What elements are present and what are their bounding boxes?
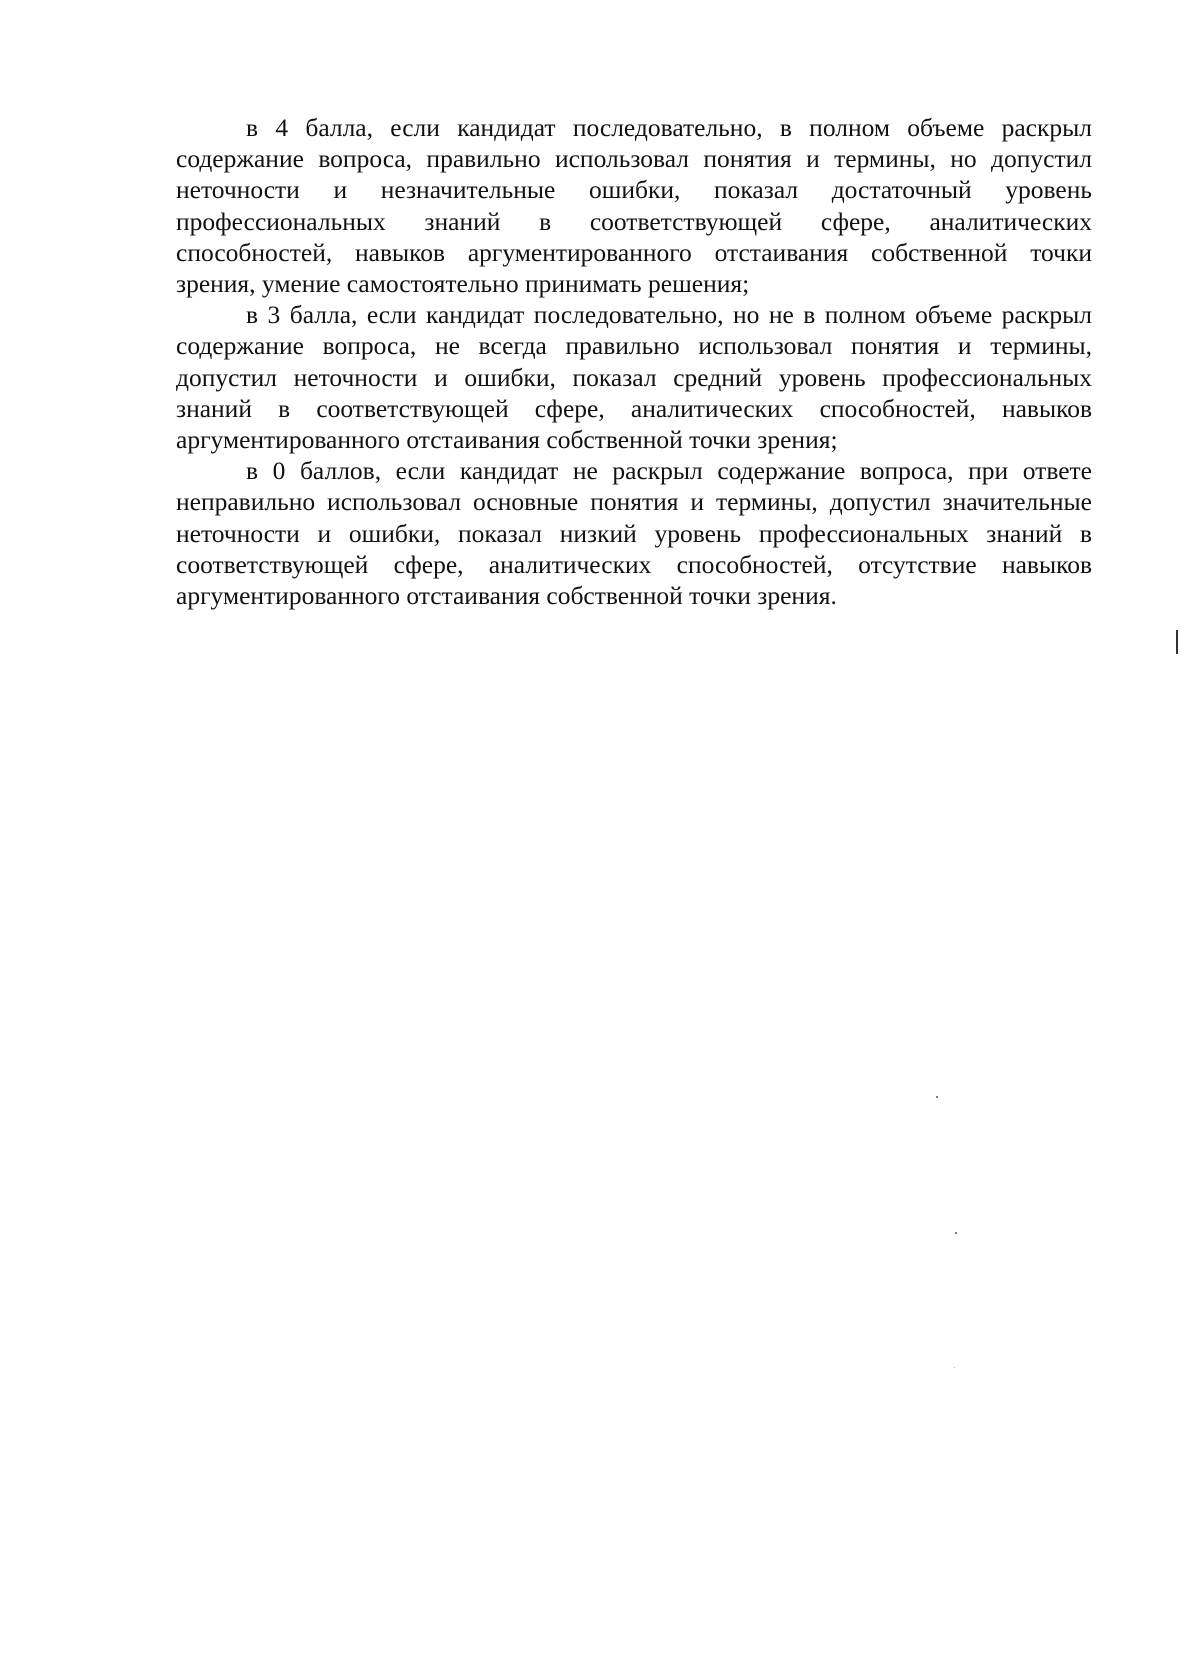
scan-speck	[954, 1367, 955, 1368]
scan-margin-mark	[1176, 630, 1178, 654]
paragraph-score-3: в 3 балла, если кандидат последовательно, но не в полном объеме раскрыл содержание вопроса, не всегда правильно использовал понятия и термины, допустил неточности и ошибки, показал средний уровень профессиональных знаний в соответствующей сфере, аналитических способностей, навыков аргументированного отстаивания собственной точки зрения;	[176, 300, 1092, 455]
paragraph-score-4: в 4 балла, если кандидат последовательно, в полном объеме раскрыл содержание вопроса, правильно использовал понятия и термины, но допустил неточности и незначительные ошибки, показал достаточный уровень профессиональных знаний в соответствующей сфере, аналитических способностей, навыков аргументированного отстаивания собственной точки зрения, умение самостоятельно принимать решения;	[176, 113, 1092, 299]
scan-speck	[936, 1096, 938, 1098]
paragraph-score-0: в 0 баллов, если кандидат не раскрыл содержание вопроса, при ответе неправильно использовал основные понятия и термины, допустил значительные неточности и ошибки, показал низкий уровень профессиональных знаний в соответствующей сфере, аналитических способностей, отсутствие навыков аргументированного отстаивания собственной точки зрения.	[176, 456, 1092, 611]
document-body	[176, 112, 1092, 611]
scan-speck	[955, 1232, 957, 1234]
